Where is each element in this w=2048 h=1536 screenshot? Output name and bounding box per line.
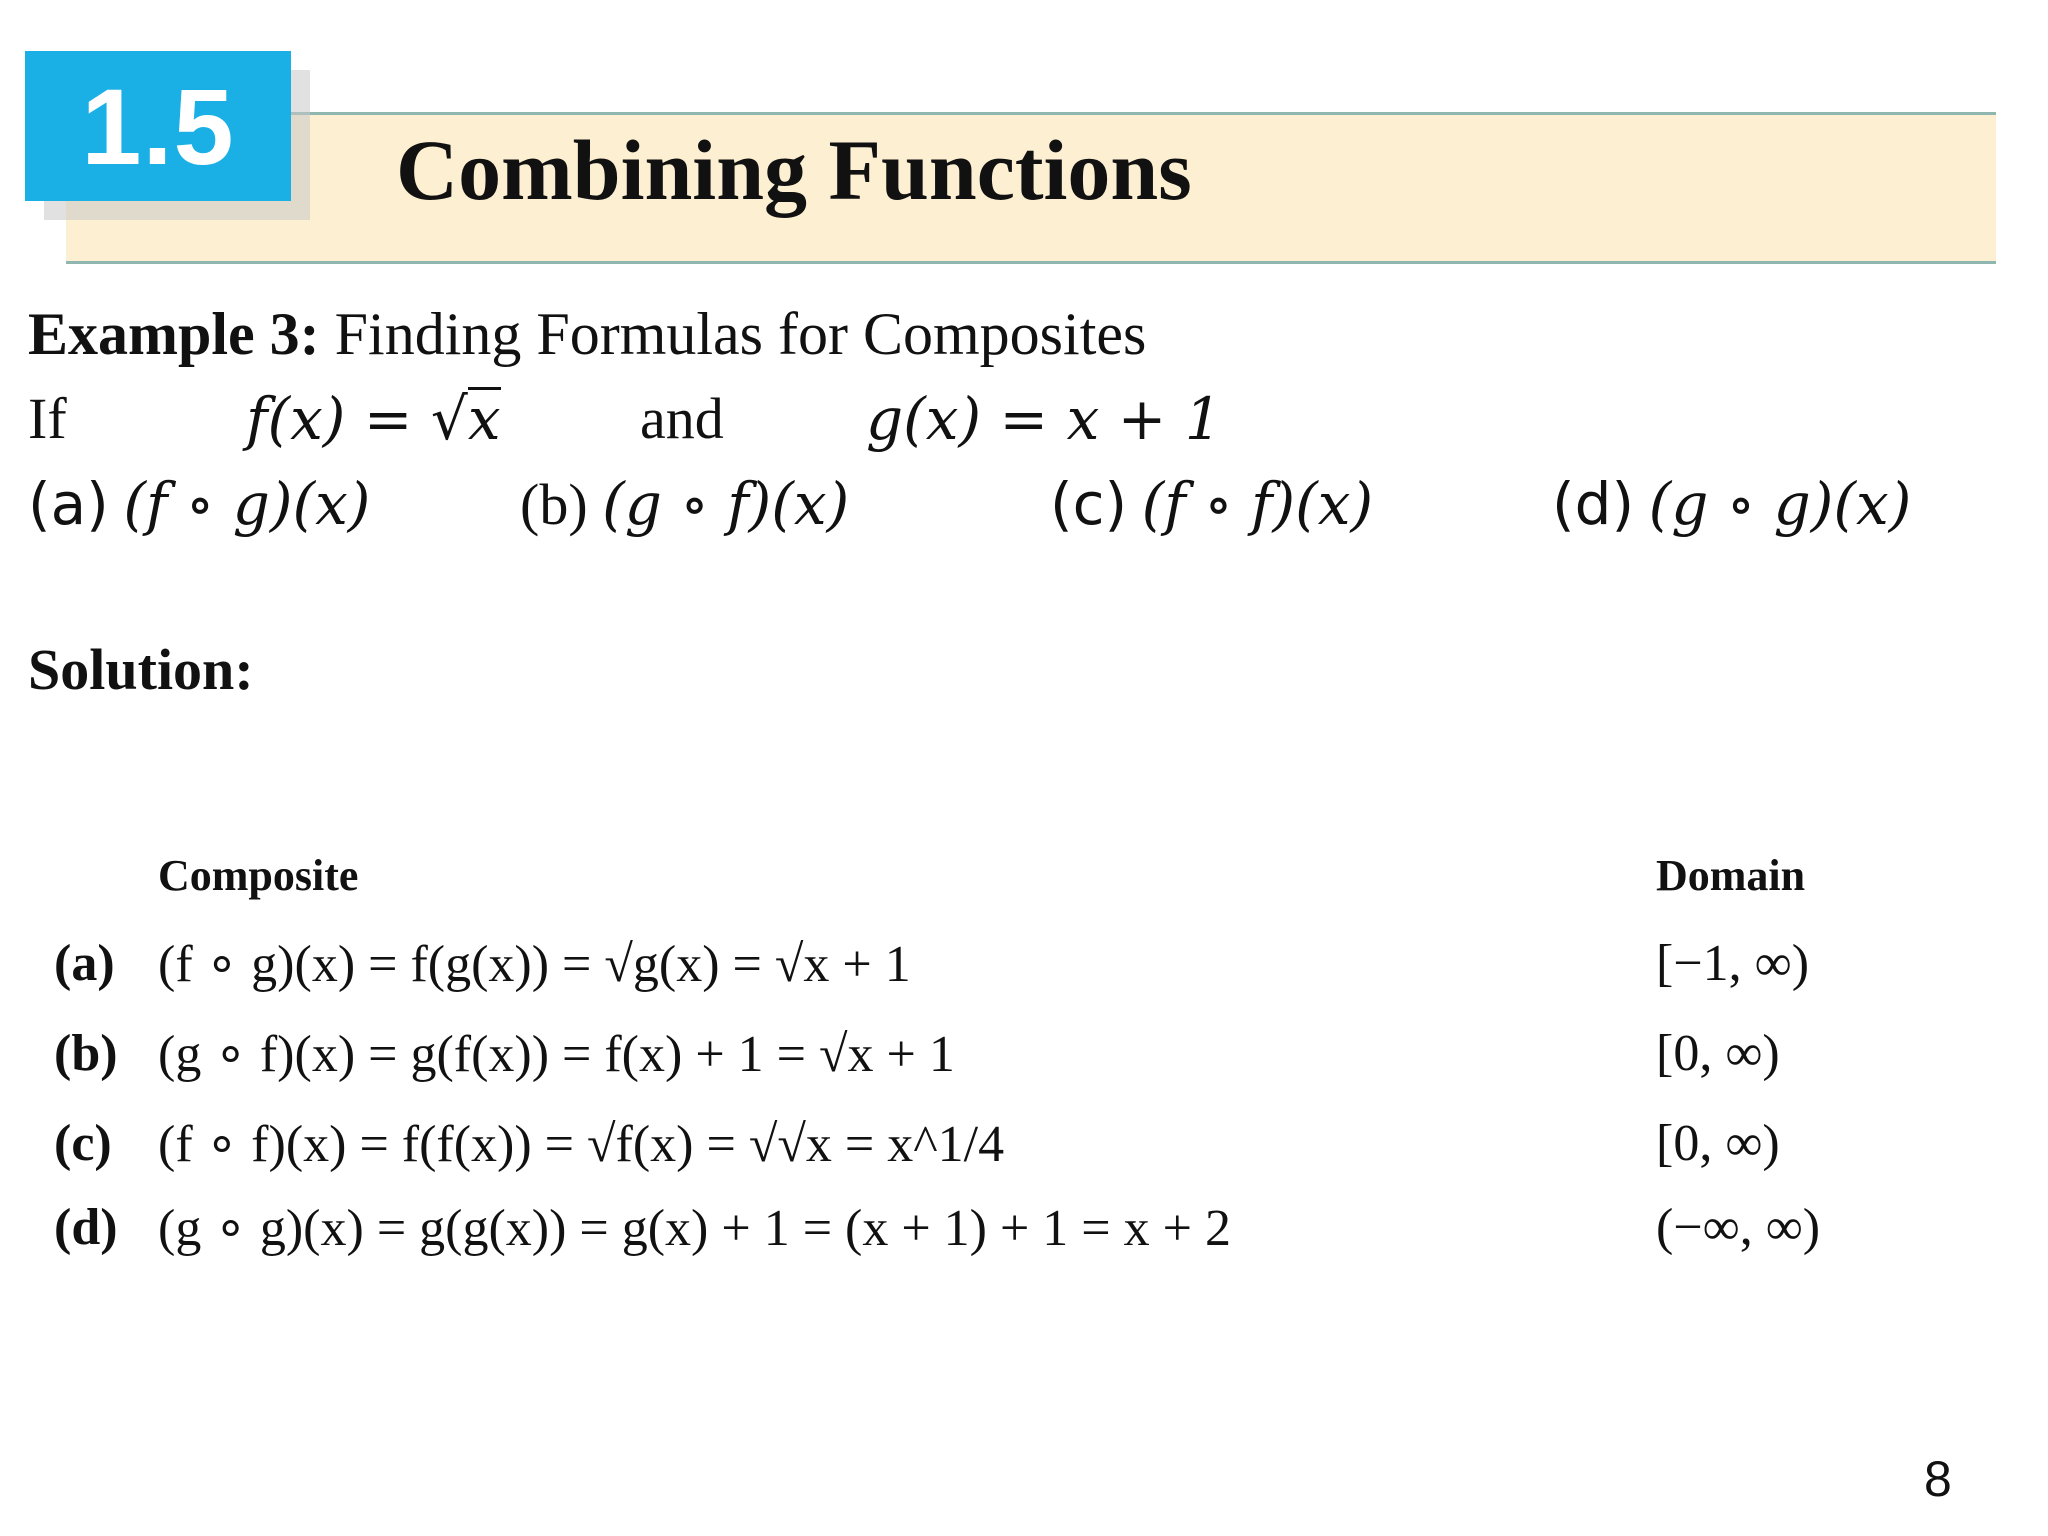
row-c-label: (c) [54,1115,112,1172]
example-heading [28,300,1146,369]
row-b-formula: (g ∘ f)(x) = g(f(x)) = f(x) + 1 = √x + 1 [158,1026,955,1083]
row-a-formula: (f ∘ g)(x) = f(g(x)) = √g(x) = √x + 1 [158,936,911,993]
f-definition: f(x) = √x [246,385,501,453]
if-word: If [28,386,67,451]
example-label: Example 3: [28,301,320,367]
row-d-formula: (g ∘ g)(x) = g(g(x)) = g(x) + 1 = (x + 1) + 1 = x + 2 [158,1200,1231,1257]
domain-column-header: Domain [1656,851,1806,900]
row-c-formula: (f ∘ f)(x) = f(f(x)) = √f(x) = √√x = x^1/4 [158,1116,1005,1173]
section-number: 1.5 [81,65,235,187]
part-d: (d) (g ∘ g)(x) [1552,470,1912,538]
row-b-domain: [0, ∞) [1656,1025,1780,1082]
row-a-label: (a) [54,935,115,992]
part-a: (a) (f ∘ g)(x) [28,470,371,538]
section-number-badge [25,51,291,201]
and-word: and [640,386,724,451]
f-def-radicand: x [467,385,501,453]
solution-heading: Solution: [28,637,254,702]
part-c: (c) (f ∘ f)(x) [1050,470,1374,538]
part-b: (b) (g ∘ f)(x) [520,470,850,538]
row-d-domain: (−∞, ∞) [1656,1199,1821,1256]
row-a-domain: [−1, ∞) [1656,935,1810,992]
example-title: Finding Formulas for Composites [334,301,1147,367]
g-definition: g(x) = x + 1 [866,385,1222,453]
page-title: Combining Functions [396,122,1192,218]
row-d-label: (d) [54,1199,118,1256]
row-c-domain: [0, ∞) [1656,1115,1780,1172]
page-number: 8 [1924,1451,1952,1507]
composite-column-header: Composite [158,851,359,900]
row-b-label: (b) [54,1025,118,1082]
